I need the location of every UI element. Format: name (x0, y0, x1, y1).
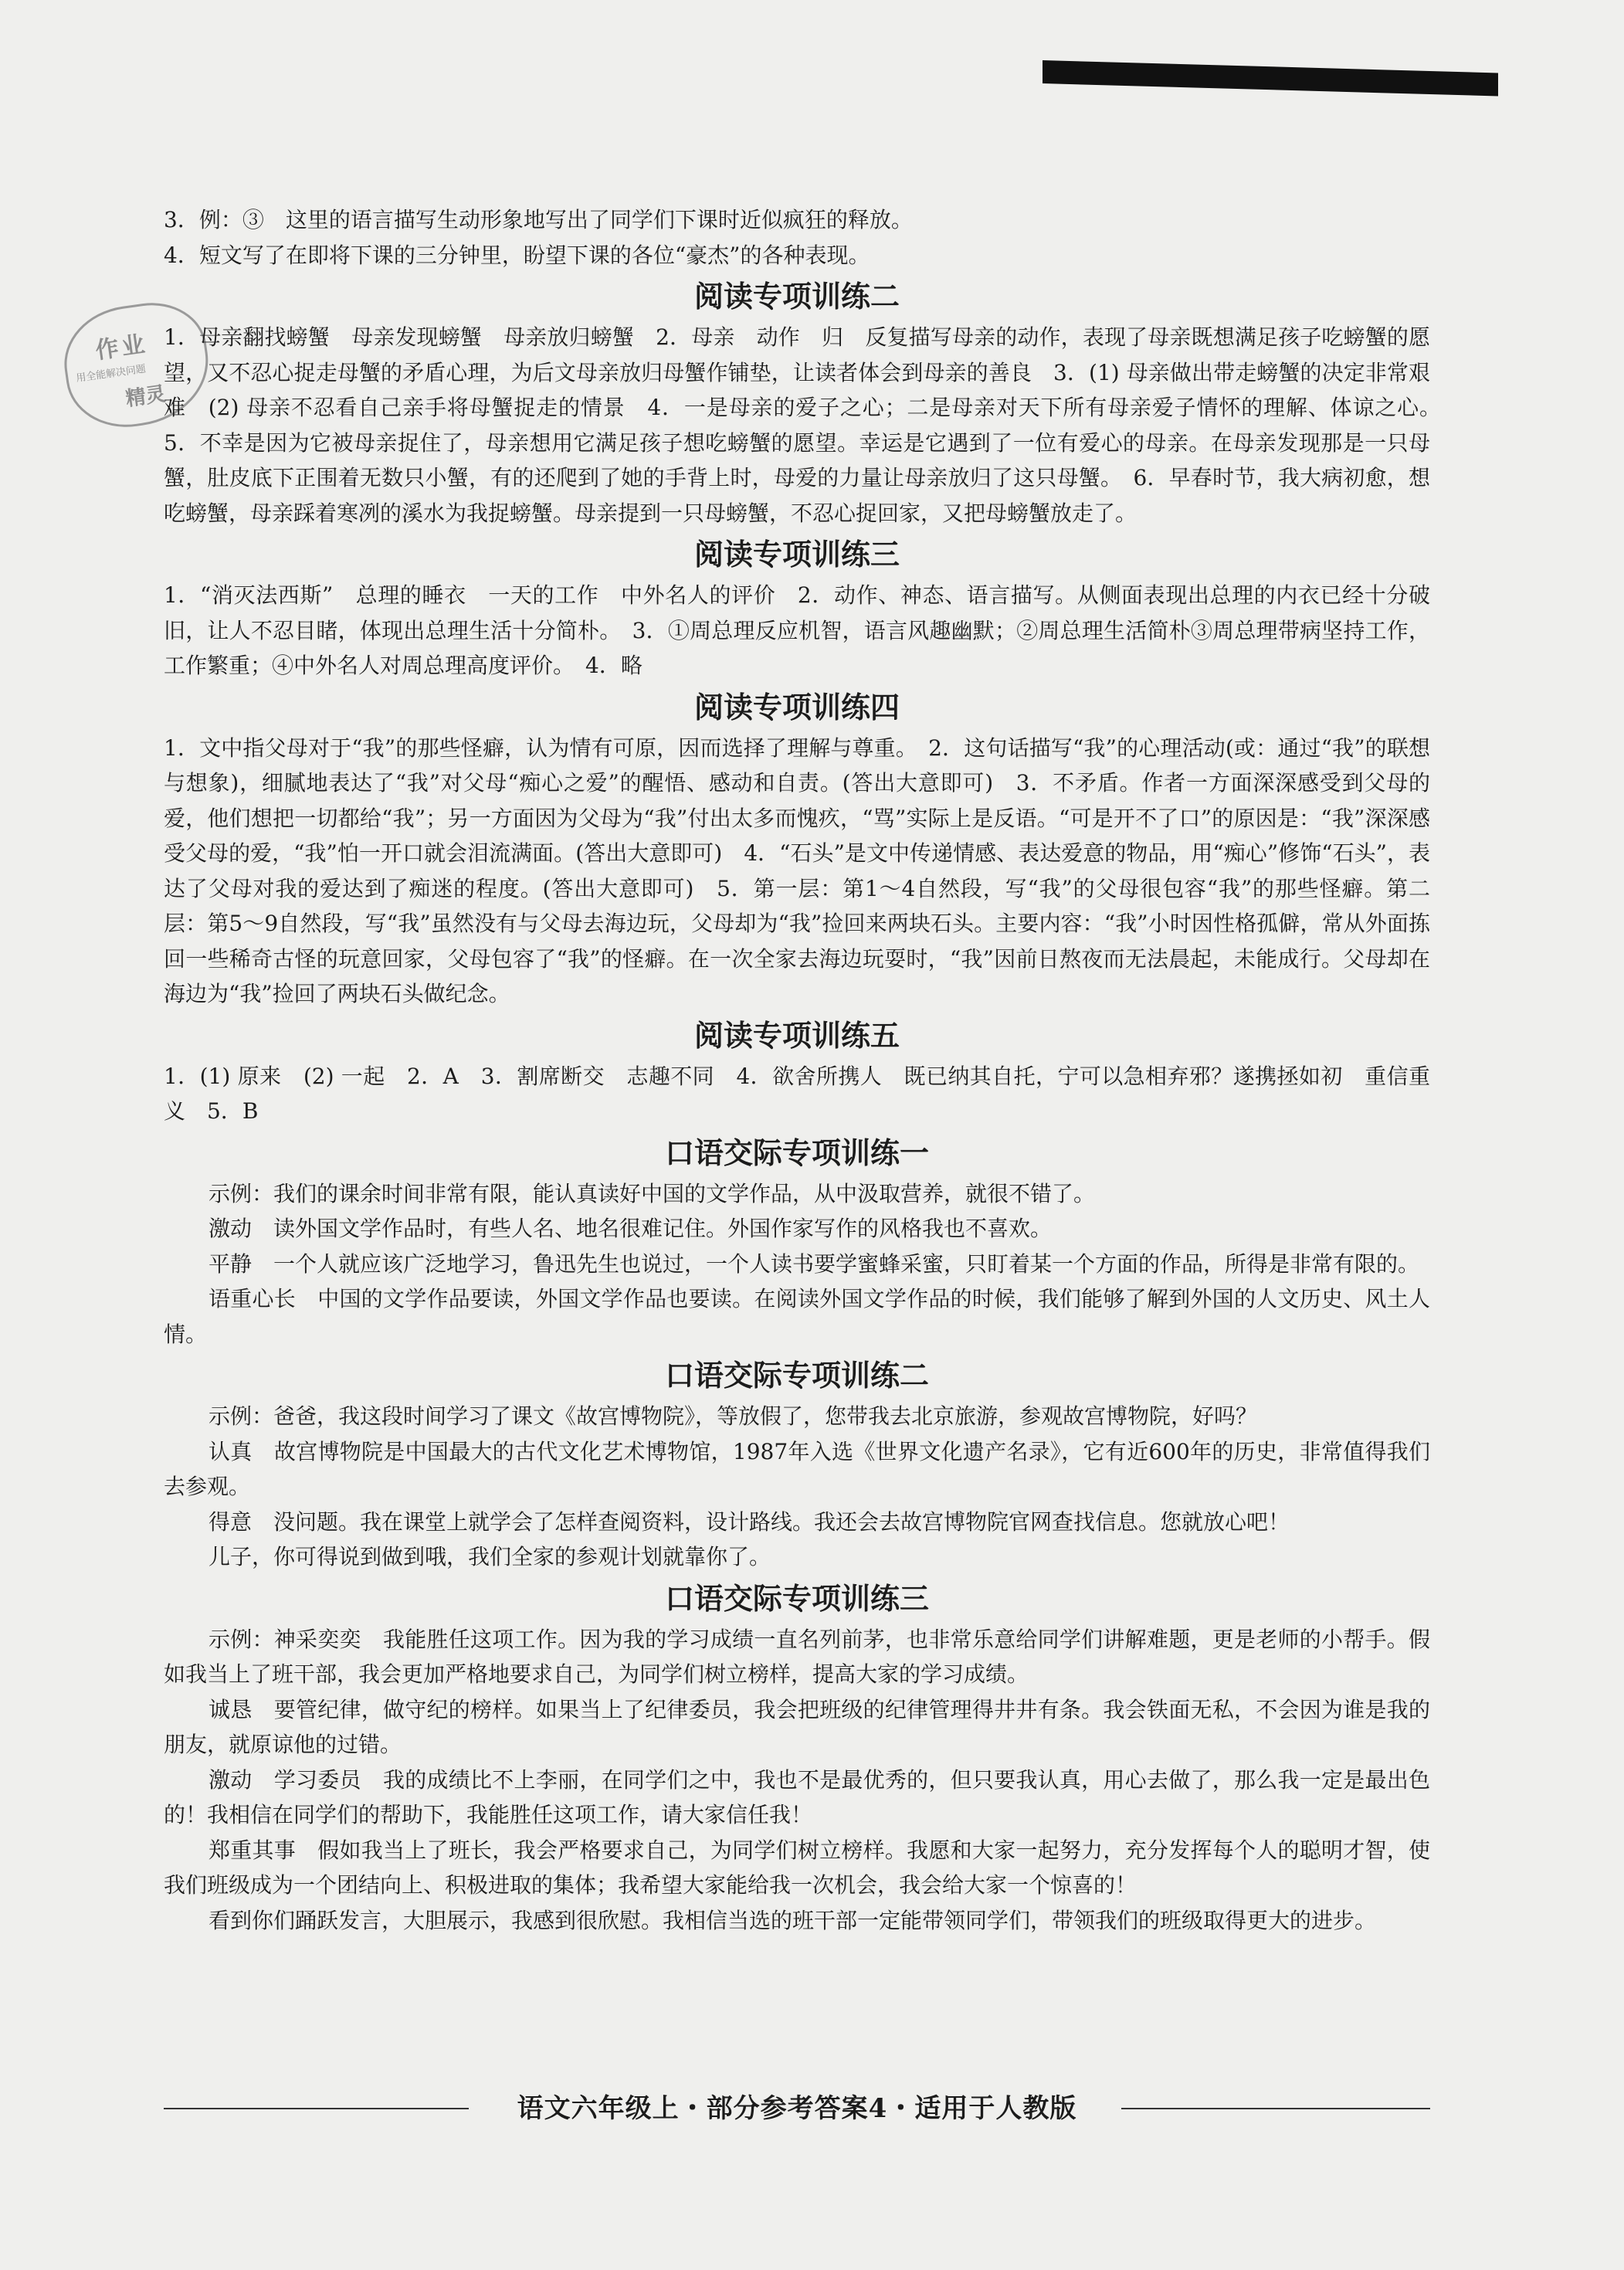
section-paragraph: 语重心长 中国的文学作品要读，外国文学作品也要读。在阅读外国文学作品的时候，我们能够了解到外国的人文历史、风土人情。 (164, 1286, 1430, 1347)
section-paragraph: 1．“消灭法西斯” 总理的睡衣 一天的工作 中外名人的评价 2．动作、神态、语言描写。从侧面表现出总理的内衣已经十分破旧，让人不忍目睹，体现出总理生活十分简朴。 3．①周总理反应机智，语言风趣幽默；②周总理生活简朴③周总理带病坚持工作，工作繁重；④中外名人对周总理高度评价。 4．略 (164, 582, 1430, 678)
section-title: 阅读专项训练四 (693, 690, 900, 724)
stamp-line-3: 精灵 (124, 382, 168, 412)
footer-rule-right (1121, 2108, 1430, 2109)
scan-edge-bar (1043, 60, 1498, 96)
section-title: 阅读专项训练三 (693, 538, 900, 572)
section-title: 口语交际专项训练二 (664, 1359, 929, 1393)
section-paragraph: 示例：神采奕奕 我能胜任这项工作。因为我的学习成绩一直名列前茅，也非常乐意给同学们讲解难题，更是老师的小帮手。假如我当上了班干部，我会更加严格地要求自己，为同学们树立榜样，提高大家的学习成绩。 (164, 1626, 1430, 1687)
section-reading-2 (164, 277, 1453, 531)
section-title: 口语交际专项训练一 (664, 1135, 929, 1170)
section-paragraph: 郑重其事 假如我当上了班长，我会严格要求自己，为同学们树立榜样。我愿和大家一起努力，充分发挥每个人的聪明才智，使我们班级成为一个团结向上、积极进取的集体；我希望大家能给我一次机会，我会给大家一个惊喜的！ (164, 1837, 1430, 1898)
section-paragraph: 儿子，你可得说到做到哦，我们全家的参观计划就靠你了。 (209, 1544, 771, 1569)
stamp-line-1: 作业 (93, 330, 150, 365)
section-paragraph: 示例：爸爸，我这段时间学习了课文《故宫博物院》，等放假了，您带我去北京旅游，参观故宫博物院，好吗？ (209, 1403, 1258, 1429)
intro-answer-4: 4．短文写了在即将下课的三分钟里，盼望下课的各位“豪杰”的各种表现。 (164, 242, 870, 268)
section-paragraph: 平静 一个人就应该广泛地学习，鲁迅先生也说过，一个人读书要学蜜蜂采蜜，只盯着某一个方面的作品，所得是非常有限的。 (209, 1250, 1420, 1277)
section-title: 阅读专项训练五 (693, 1018, 900, 1053)
section-paragraph: 认真 故宫博物院是中国最大的古代文化艺术博物馆，1987年入选《世界文化遗产名录》，它有近600年的历史，非常值得我们去参观。 (164, 1438, 1430, 1499)
page-footer (164, 2089, 1430, 2128)
section-speaking-1 (164, 1133, 1430, 1352)
section-paragraph: 1．(1) 原来 (2) 一起 2．A 3．割席断交 志趣不同 4．欲舍所携人 既已纳其自托，宁可以急相弃邪？遂携拯如初 重信重义 5．B (164, 1063, 1430, 1124)
section-paragraph: 1．母亲翻找螃蟹 母亲发现螃蟹 母亲放归螃蟹 2．母亲 动作 归 反复描写母亲的动作，表现了母亲既想满足孩子吃螃蟹的愿望，又不忍心捉走母蟹的矛盾心理，为后文母亲放归母蟹作铺垫，让读者体会到母亲的善良 3．(1) 母亲做出带走螃蟹的决定非常艰难 (2) 母亲不忍看自己亲手将母蟹捉走的情景 4．一是母亲的爱子之心；二是母亲对天下所有母亲爱子情怀的理解、体谅之心。 5．不幸是因为它被母亲捉住了，母亲想用它满足孩子想吃螃蟹的愿望。幸运是它遇到了一位有爱心的母亲。在母亲发现那是一只母蟹，肚皮底下正围着无数只小蟹，有的还爬到了她的手背上时，母爱的力量让母亲放归了这只母蟹。 6．早春时节，我大病初愈，想吃螃蟹，母亲踩着寒冽的溪水为我捉螃蟹。母亲提到一只母螃蟹，不忍心捉回家，又把母螃蟹放走了。 (164, 324, 1453, 526)
section-paragraph: 1．文中指父母对于“我”的那些怪癖，认为情有可原，因而选择了理解与尊重。 2．这句话描写“我”的心理活动(或：通过“我”的联想与想象)，细腻地表达了“我”对父母“痴心之爱”的醒悟、感动和自责。(答出大意即可) 3．不矛盾。作者一方面深深感受到父母的爱，他们想把一切都给“我”；另一方面因为父母为“我”付出太多而愧疚，“骂”实际上是反语。“可是开不了口”的原因是：“我”深深感受父母的爱，“我”怕一开口就会泪流满面。(答出大意即可) 4．“石头”是文中传递情感、表达爱意的物品，用“痴心”修饰“石头”，表达了父母对我的爱达到了痴迷的程度。(答出大意即可) 5．第一层：第1～4自然段，写“我”的父母很包容“我”的那些怪癖。第二层：第5～9自然段，写“我”虽然没有与父母去海边玩，父母却为“我”捡回来两块石头。主要内容：“我”小时因性格孤僻，常从外面拣回一些稀奇古怪的玩意回家，父母包容了“我”的怪癖。在一次全家去海边玩耍时，“我”因前日熬夜而无法晨起，未能成行。父母却在海边为“我”捡回了两块石头做纪念。 (164, 735, 1430, 1006)
stamp-line-2: 用全能解决问题 (75, 363, 147, 385)
section-title: 口语交际专项训练三 (664, 1581, 929, 1616)
section-paragraph: 激动 学习委员 我的成绩比不上李丽，在同学们之中，我也不是最优秀的，但只要我认真，用心去做了，那么我一定是最出色的！我相信在同学们的帮助下，我能胜任这项工作，请大家信任我！ (164, 1766, 1430, 1827)
section-paragraph: 激动 读外国文学作品时，有些人名、地名很难记住。外国作家写作的风格我也不喜欢。 (209, 1216, 1053, 1241)
section-speaking-3 (164, 1579, 1430, 1939)
section-paragraph: 得意 没问题。我在课堂上就学会了怎样查阅资料，设计路线。我还会去故宫博物院官网查找信息。您就放心吧！ (209, 1508, 1290, 1535)
section-title: 阅读专项训练二 (693, 280, 900, 314)
section-speaking-2 (164, 1356, 1430, 1575)
footer-text: 语文六年级上・部分参考答案4・适用于人教版 (517, 2093, 1077, 2124)
answer-content (164, 202, 1453, 1938)
section-reading-4 (164, 687, 1430, 1012)
intro-answer-3: 3．例：③ 这里的语言描写生动形象地写出了同学们下课时近似疯狂的释放。 (164, 207, 913, 232)
section-paragraph: 诚恳 要管纪律，做守纪的榜样。如果当上了纪律委员，我会把班级的纪律管理得井井有条。我会铁面无私，不会因为谁是我的朋友，就原谅他的过错。 (164, 1696, 1430, 1757)
section-reading-5 (164, 1016, 1430, 1129)
section-paragraph: 看到你们踊跃发言，大胆展示，我感到很欣慰。我相信当选的班干部一定能带领同学们，带领我们的班级取得更大的进步。 (209, 1907, 1377, 1933)
section-reading-3 (164, 534, 1430, 684)
section-paragraph: 示例：我们的课余时间非常有限，能认真读好中国的文学作品，从中汲取营养，就很不错了。 (209, 1180, 1096, 1206)
